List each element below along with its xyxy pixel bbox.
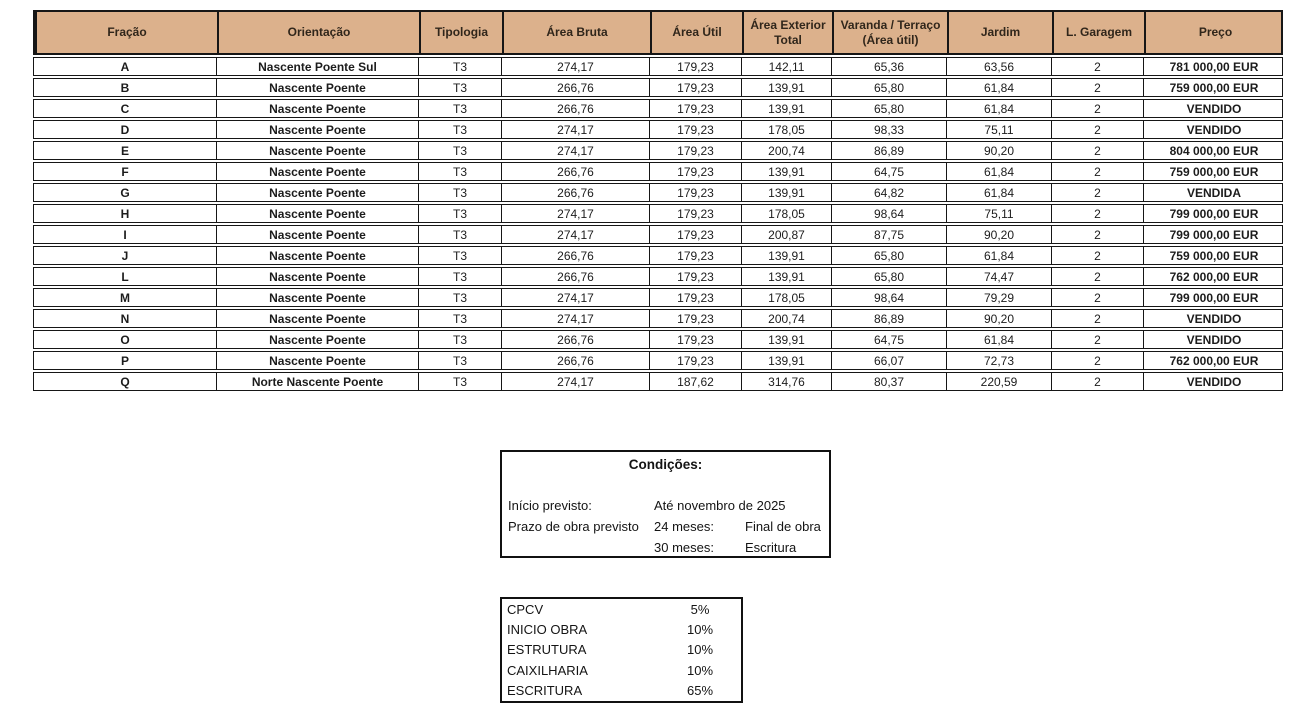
table-cell: Nascente Poente <box>216 79 418 96</box>
table-cell: 139,91 <box>741 247 831 264</box>
table-cell: T3 <box>418 247 501 264</box>
table-body <box>33 57 1283 391</box>
payment-label: INICIO OBRA <box>507 622 588 638</box>
table-cell: T3 <box>418 331 501 348</box>
table-cell: VENDIDO <box>1143 373 1284 390</box>
column-header: Área Exterior Total <box>742 12 832 53</box>
table-cell: Nascente Poente Sul <box>216 58 418 75</box>
table-row <box>33 120 1283 139</box>
table-cell: 90,20 <box>946 142 1051 159</box>
table-cell: 178,05 <box>741 121 831 138</box>
table-cell: 80,37 <box>831 373 946 390</box>
table-cell: Nascente Poente <box>216 142 418 159</box>
table-cell: 799 000,00 EUR <box>1143 289 1284 306</box>
table-row <box>33 204 1283 223</box>
table-cell: 65,80 <box>831 268 946 285</box>
table-cell: VENDIDA <box>1143 184 1284 201</box>
table-cell: 86,89 <box>831 142 946 159</box>
table-row <box>33 351 1283 370</box>
column-header: L. Garagem <box>1052 12 1144 53</box>
table-cell: 178,05 <box>741 289 831 306</box>
conditions-box <box>500 450 831 558</box>
table-cell: VENDIDO <box>1143 121 1284 138</box>
conditions-title: Condições: <box>628 457 703 472</box>
table-cell: 274,17 <box>501 226 649 243</box>
table-cell: 179,23 <box>649 268 741 285</box>
price-table <box>33 10 1283 391</box>
condition-value: 24 meses: <box>654 519 714 534</box>
table-cell: 179,23 <box>649 331 741 348</box>
table-cell: 74,47 <box>946 268 1051 285</box>
table-cell: 139,91 <box>741 268 831 285</box>
payment-label: CPCV <box>507 601 544 617</box>
table-cell: Nascente Poente <box>216 268 418 285</box>
table-row <box>33 309 1283 328</box>
table-cell: 2 <box>1051 79 1143 96</box>
table-row <box>33 288 1283 307</box>
table-cell: 64,82 <box>831 184 946 201</box>
table-cell: 804 000,00 EUR <box>1143 142 1284 159</box>
table-cell: 61,84 <box>946 79 1051 96</box>
table-cell: 61,84 <box>946 100 1051 117</box>
column-header: Orientação <box>217 12 419 53</box>
payment-row <box>502 681 741 701</box>
table-cell: 759 000,00 EUR <box>1143 247 1284 264</box>
payment-label: ESCRITURA <box>507 683 583 699</box>
table-cell: T3 <box>418 142 501 159</box>
table-cell: 274,17 <box>501 142 649 159</box>
table-cell: 64,75 <box>831 331 946 348</box>
table-cell: Nascente Poente <box>216 310 418 327</box>
table-cell: 179,23 <box>649 58 741 75</box>
condition-value: Até novembro de 2025 <box>654 498 786 513</box>
table-row <box>33 141 1283 160</box>
table-cell: 2 <box>1051 310 1143 327</box>
table-cell: 179,23 <box>649 226 741 243</box>
table-cell: Nascente Poente <box>216 205 418 222</box>
table-cell: T3 <box>418 310 501 327</box>
table-cell: Nascente Poente <box>216 331 418 348</box>
table-cell: 266,76 <box>501 100 649 117</box>
table-cell: 65,80 <box>831 79 946 96</box>
table-cell: 179,23 <box>649 184 741 201</box>
table-cell: 142,11 <box>741 58 831 75</box>
table-cell: 139,91 <box>741 163 831 180</box>
payment-row <box>502 640 741 660</box>
payment-row <box>502 619 741 639</box>
table-cell: 179,23 <box>649 205 741 222</box>
table-cell: 274,17 <box>501 310 649 327</box>
table-cell: 61,84 <box>946 163 1051 180</box>
table-cell: 187,62 <box>649 373 741 390</box>
payment-label: CAIXILHARIA <box>507 662 588 678</box>
table-cell: T3 <box>418 184 501 201</box>
table-cell: 139,91 <box>741 331 831 348</box>
table-row <box>33 267 1283 286</box>
table-cell: 65,80 <box>831 100 946 117</box>
table-cell: T3 <box>418 268 501 285</box>
payment-percentage: 5% <box>690 601 710 617</box>
table-row <box>33 246 1283 265</box>
table-cell: B <box>120 80 130 95</box>
condition-note: Final de obra <box>745 519 821 534</box>
condition-label: Início previsto: <box>508 498 592 513</box>
column-header: Jardim <box>947 12 1052 53</box>
table-cell: 266,76 <box>501 268 649 285</box>
table-cell: 90,20 <box>946 310 1051 327</box>
payment-percentage: 10% <box>686 642 714 658</box>
table-cell: 2 <box>1051 226 1143 243</box>
table-cell: 2 <box>1051 373 1143 390</box>
table-cell: E <box>120 143 129 158</box>
table-cell: 2 <box>1051 247 1143 264</box>
table-cell: 781 000,00 EUR <box>1143 58 1284 75</box>
table-cell: 799 000,00 EUR <box>1143 226 1284 243</box>
table-cell: 61,84 <box>946 331 1051 348</box>
table-cell: 98,64 <box>831 205 946 222</box>
table-cell: 200,74 <box>741 142 831 159</box>
table-cell: 61,84 <box>946 247 1051 264</box>
table-cell: Nascente Poente <box>216 226 418 243</box>
table-cell: 274,17 <box>501 58 649 75</box>
conditions-row <box>502 538 829 559</box>
payment-row <box>502 660 741 680</box>
table-cell: 759 000,00 EUR <box>1143 163 1284 180</box>
table-cell: 762 000,00 EUR <box>1143 268 1284 285</box>
table-cell: 274,17 <box>501 121 649 138</box>
table-cell: Nascente Poente <box>216 289 418 306</box>
table-cell: T3 <box>418 289 501 306</box>
table-cell: 65,80 <box>831 247 946 264</box>
table-cell: T3 <box>418 100 501 117</box>
table-cell: T3 <box>418 352 501 369</box>
table-cell: 64,75 <box>831 163 946 180</box>
table-cell: 314,76 <box>741 373 831 390</box>
payment-row <box>502 599 741 619</box>
table-cell: 179,23 <box>649 100 741 117</box>
table-cell: VENDIDO <box>1143 331 1284 348</box>
table-cell: C <box>120 101 130 116</box>
table-cell: 2 <box>1051 205 1143 222</box>
table-row <box>33 78 1283 97</box>
column-header: Varanda / Terraço (Área útil) <box>832 12 947 53</box>
table-cell: 139,91 <box>741 184 831 201</box>
table-cell: 2 <box>1051 352 1143 369</box>
payment-label: ESTRUTURA <box>507 642 587 658</box>
table-cell: T3 <box>418 226 501 243</box>
table-cell: 179,23 <box>649 163 741 180</box>
table-cell: O <box>120 332 130 347</box>
table-cell: 266,76 <box>501 331 649 348</box>
table-cell: 75,11 <box>946 121 1051 138</box>
payment-percentage: 10% <box>686 662 714 678</box>
table-cell: T3 <box>418 205 501 222</box>
table-cell: T3 <box>418 79 501 96</box>
table-cell: F <box>121 164 129 179</box>
table-row <box>33 372 1283 391</box>
table-cell: 2 <box>1051 289 1143 306</box>
table-cell: T3 <box>418 58 501 75</box>
table-header-row <box>33 10 1283 55</box>
table-cell: 79,29 <box>946 289 1051 306</box>
table-cell: 139,91 <box>741 100 831 117</box>
table-cell: 274,17 <box>501 205 649 222</box>
payment-percentage: 65% <box>686 683 714 699</box>
table-cell: T3 <box>418 121 501 138</box>
table-cell: 179,23 <box>649 247 741 264</box>
table-cell: 2 <box>1051 121 1143 138</box>
table-cell: I <box>123 227 127 242</box>
condition-label: Prazo de obra previsto <box>508 519 639 534</box>
table-cell: 179,23 <box>649 79 741 96</box>
table-row <box>33 57 1283 76</box>
table-cell: 200,74 <box>741 310 831 327</box>
table-cell: 139,91 <box>741 352 831 369</box>
table-cell: 762 000,00 EUR <box>1143 352 1284 369</box>
table-cell: L <box>121 269 129 284</box>
table-cell: Nascente Poente <box>216 352 418 369</box>
table-cell: A <box>120 59 130 74</box>
table-cell: 139,91 <box>741 79 831 96</box>
column-header: Preço <box>1144 12 1285 53</box>
condition-note: Escritura <box>745 540 797 555</box>
table-cell: 2 <box>1051 142 1143 159</box>
table-cell: J <box>121 248 129 263</box>
table-cell: 98,64 <box>831 289 946 306</box>
table-cell: P <box>120 353 129 368</box>
payment-schedule-box <box>500 597 743 703</box>
column-header: Fração <box>35 12 217 53</box>
conditions-row <box>502 496 829 517</box>
column-header: Tipologia <box>419 12 502 53</box>
table-cell: 179,23 <box>649 352 741 369</box>
table-cell: 66,07 <box>831 352 946 369</box>
table-cell: 200,87 <box>741 226 831 243</box>
table-row <box>33 225 1283 244</box>
table-cell: T3 <box>418 163 501 180</box>
table-row <box>33 330 1283 349</box>
table-cell: VENDIDO <box>1143 100 1284 117</box>
table-cell: 179,23 <box>649 142 741 159</box>
table-cell: 274,17 <box>501 289 649 306</box>
conditions-rows <box>502 496 829 559</box>
table-cell: G <box>120 185 130 200</box>
table-cell: 2 <box>1051 331 1143 348</box>
table-cell: 2 <box>1051 184 1143 201</box>
table-cell: M <box>120 290 130 305</box>
table-row <box>33 99 1283 118</box>
table-cell: 75,11 <box>946 205 1051 222</box>
table-cell: Nascente Poente <box>216 184 418 201</box>
table-cell: D <box>120 122 130 137</box>
column-header: Área Útil <box>650 12 742 53</box>
table-cell: 2 <box>1051 163 1143 180</box>
table-cell: 98,33 <box>831 121 946 138</box>
table-cell: 178,05 <box>741 205 831 222</box>
table-cell: N <box>120 311 130 326</box>
table-cell: 179,23 <box>649 310 741 327</box>
table-cell: 72,73 <box>946 352 1051 369</box>
table-cell: 86,89 <box>831 310 946 327</box>
table-cell: 179,23 <box>649 289 741 306</box>
table-cell: 179,23 <box>649 121 741 138</box>
table-cell: 87,75 <box>831 226 946 243</box>
table-cell: Nascente Poente <box>216 121 418 138</box>
table-cell: 90,20 <box>946 226 1051 243</box>
table-cell: Norte Nascente Poente <box>216 373 418 390</box>
table-cell: 2 <box>1051 100 1143 117</box>
condition-value: 30 meses: <box>654 540 714 555</box>
table-cell: 2 <box>1051 58 1143 75</box>
table-cell: T3 <box>418 373 501 390</box>
table-cell: Nascente Poente <box>216 163 418 180</box>
table-cell: 63,56 <box>946 58 1051 75</box>
column-header: Área Bruta <box>502 12 650 53</box>
table-cell: 266,76 <box>501 247 649 264</box>
table-row <box>33 162 1283 181</box>
table-cell: 759 000,00 EUR <box>1143 79 1284 96</box>
table-cell: 61,84 <box>946 184 1051 201</box>
table-cell: 2 <box>1051 268 1143 285</box>
table-cell: 274,17 <box>501 373 649 390</box>
table-cell: Q <box>120 374 130 389</box>
table-cell: 65,36 <box>831 58 946 75</box>
conditions-row <box>502 517 829 538</box>
table-row <box>33 183 1283 202</box>
table-cell: 799 000,00 EUR <box>1143 205 1284 222</box>
table-cell: 266,76 <box>501 163 649 180</box>
table-cell: 266,76 <box>501 79 649 96</box>
payment-percentage: 10% <box>686 622 714 638</box>
table-cell: 266,76 <box>501 184 649 201</box>
table-cell: Nascente Poente <box>216 247 418 264</box>
table-cell: Nascente Poente <box>216 100 418 117</box>
table-cell: VENDIDO <box>1143 310 1284 327</box>
table-cell: 266,76 <box>501 352 649 369</box>
table-cell: H <box>120 206 130 221</box>
table-cell: 220,59 <box>946 373 1051 390</box>
